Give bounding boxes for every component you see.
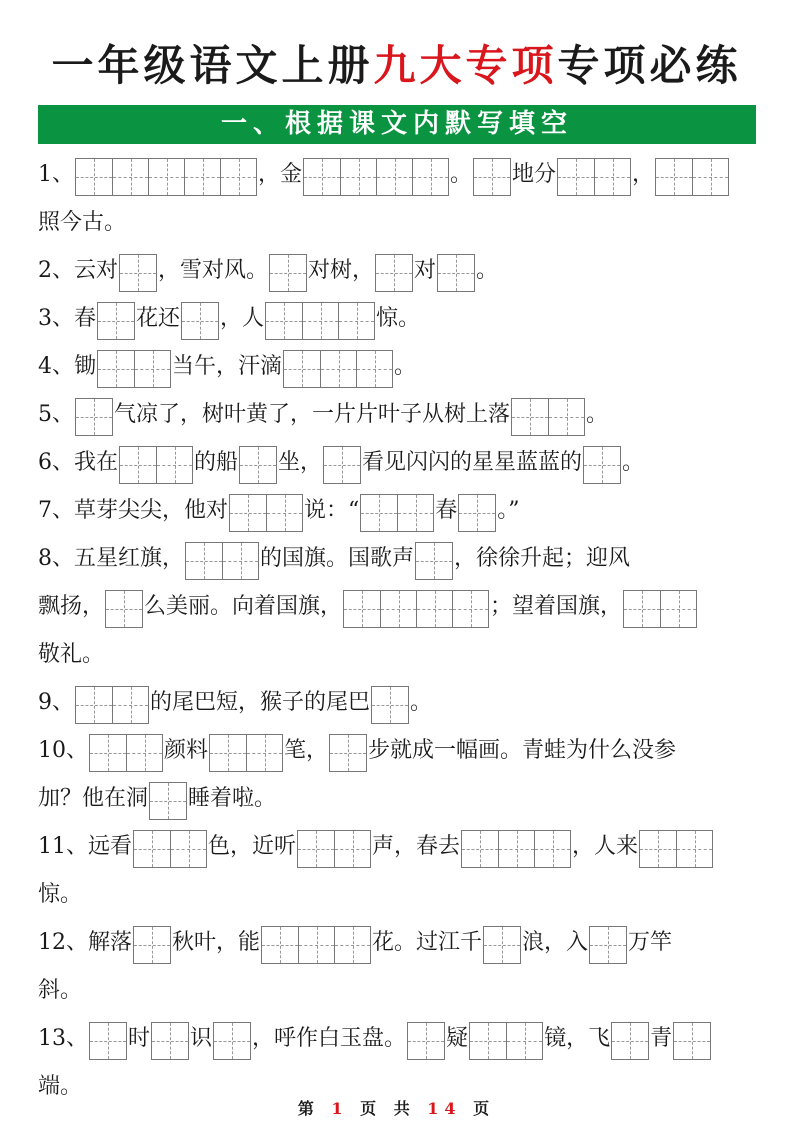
answer-grid[interactable] xyxy=(360,494,434,532)
exercise-text: 端。 xyxy=(38,1074,83,1099)
exercise-line xyxy=(38,724,758,772)
tianzige-cell[interactable] xyxy=(338,303,374,339)
exercise-text: 飘扬， xyxy=(38,594,105,619)
tianzige-cell[interactable] xyxy=(594,159,630,195)
exercise-line xyxy=(38,580,758,628)
answer-grid[interactable] xyxy=(181,302,219,340)
tianzige-cell[interactable] xyxy=(470,1023,506,1059)
tianzige-cell[interactable] xyxy=(397,495,433,531)
answer-grid[interactable] xyxy=(623,590,697,628)
tianzige-cell[interactable] xyxy=(98,351,134,387)
tianzige-cell[interactable] xyxy=(590,927,626,963)
tianzige-cell[interactable] xyxy=(270,255,306,291)
exercise-text: 秋叶，能 xyxy=(172,930,261,955)
answer-grid[interactable] xyxy=(97,302,135,340)
exercise-item xyxy=(38,916,758,1012)
exercise-text: 青 xyxy=(650,1026,673,1051)
answer-grid[interactable] xyxy=(213,1022,251,1060)
current-page-number: 1 xyxy=(331,1099,349,1118)
exercise-text: 。 xyxy=(410,690,433,715)
exercise-text: 坐， xyxy=(278,450,323,475)
tianzige-cell[interactable] xyxy=(284,351,320,387)
exercise-item xyxy=(38,1012,758,1108)
tianzige-cell[interactable] xyxy=(126,735,162,771)
exercise-text: 。 xyxy=(586,402,609,427)
tianzige-cell[interactable] xyxy=(506,1023,542,1059)
tianzige-cell[interactable] xyxy=(408,1023,444,1059)
answer-grid[interactable] xyxy=(511,398,585,436)
tianzige-cell[interactable] xyxy=(150,783,186,819)
exercise-text: 。” xyxy=(497,498,520,523)
exercise-text: 浪，入 xyxy=(522,930,589,955)
exercise-line xyxy=(38,964,758,1012)
tianzige-cell[interactable] xyxy=(90,1023,126,1059)
exercise-text: 声，春去 xyxy=(372,834,461,859)
tianzige-cell[interactable] xyxy=(416,591,452,627)
answer-grid[interactable] xyxy=(151,1022,189,1060)
footer-prefix: 第 xyxy=(297,1099,320,1118)
exercise-item xyxy=(38,292,758,340)
exercise-text: 照今古。 xyxy=(38,210,127,235)
tianzige-cell[interactable] xyxy=(76,687,112,723)
exercise-line xyxy=(38,1012,758,1060)
tianzige-cell[interactable] xyxy=(298,927,334,963)
exercise-text: 镜，飞 xyxy=(544,1026,611,1051)
tianzige-cell[interactable] xyxy=(134,831,170,867)
exercise-text: ，呼作白玉盘。 xyxy=(252,1026,407,1051)
tianzige-cell[interactable] xyxy=(438,255,474,291)
exercise-text: 7、草芽尖尖，他对 xyxy=(38,498,228,523)
tianzige-cell[interactable] xyxy=(214,1023,250,1059)
exercise-line xyxy=(38,436,758,484)
answer-grid[interactable] xyxy=(239,446,277,484)
tianzige-cell[interactable] xyxy=(548,399,584,435)
exercise-text: ，徐徐升起；迎风 xyxy=(454,546,631,571)
title-highlight: 九大专项 xyxy=(373,41,558,90)
exercise-text: 6、我在 xyxy=(38,450,118,475)
tianzige-cell[interactable] xyxy=(266,495,302,531)
tianzige-cell[interactable] xyxy=(459,495,495,531)
exercise-item xyxy=(38,340,758,388)
tianzige-cell[interactable] xyxy=(498,831,534,867)
exercise-text: 1、 xyxy=(38,162,74,187)
answer-grid[interactable] xyxy=(75,686,149,724)
answer-grid[interactable] xyxy=(458,494,496,532)
exercise-text: 么美丽。向着国旗， xyxy=(144,594,343,619)
tianzige-cell[interactable] xyxy=(324,447,360,483)
answer-grid[interactable] xyxy=(261,926,371,964)
exercise-text: 惊。 xyxy=(38,882,83,907)
exercise-text: 花。过江千 xyxy=(372,930,483,955)
exercise-text: 颜料 xyxy=(164,738,209,763)
answer-grid[interactable] xyxy=(473,158,511,196)
answer-grid[interactable] xyxy=(583,446,621,484)
tianzige-cell[interactable] xyxy=(656,159,692,195)
tianzige-cell[interactable] xyxy=(152,1023,188,1059)
tianzige-cell[interactable] xyxy=(302,303,338,339)
tianzige-cell[interactable] xyxy=(170,831,206,867)
answer-grid[interactable] xyxy=(89,1022,127,1060)
footer-suffix: 页 xyxy=(473,1099,496,1118)
answer-grid[interactable] xyxy=(343,590,489,628)
answer-grid[interactable] xyxy=(437,254,475,292)
exercise-line xyxy=(38,772,758,820)
exercise-text: 春 xyxy=(435,498,458,523)
exercise-line xyxy=(38,532,758,580)
tianzige-cell[interactable] xyxy=(230,495,266,531)
tianzige-cell[interactable] xyxy=(452,591,488,627)
tianzige-cell[interactable] xyxy=(412,159,448,195)
exercise-text: ，雪对风。 xyxy=(158,258,269,283)
exercise-item xyxy=(38,532,758,676)
answer-grid[interactable] xyxy=(229,494,303,532)
page-footer xyxy=(0,1096,793,1119)
tianzige-cell[interactable] xyxy=(90,735,126,771)
exercise-text: 3、春 xyxy=(38,306,96,331)
exercise-text: 斜。 xyxy=(38,978,83,1003)
title-part-1: 一年级语文上册 xyxy=(51,41,374,90)
exercise-line xyxy=(38,148,758,196)
tianzige-cell[interactable] xyxy=(240,447,276,483)
tianzige-cell[interactable] xyxy=(462,831,498,867)
exercise-text: 说：“ xyxy=(304,498,360,523)
total-pages-number: 14 xyxy=(427,1099,462,1118)
tianzige-cell[interactable] xyxy=(134,351,170,387)
tianzige-cell[interactable] xyxy=(512,399,548,435)
title-part-2: 专项必练 xyxy=(557,41,742,90)
exercise-text: 。 xyxy=(394,354,417,379)
exercise-text: 的国旗。国歌声 xyxy=(260,546,415,571)
answer-grid[interactable] xyxy=(461,830,571,868)
answer-grid[interactable] xyxy=(269,254,307,292)
tianzige-cell[interactable] xyxy=(692,159,728,195)
tianzige-cell[interactable] xyxy=(660,591,696,627)
tianzige-cell[interactable] xyxy=(98,303,134,339)
tianzige-cell[interactable] xyxy=(320,351,356,387)
exercise-text: 步就成一幅画。青蛙为什么没参 xyxy=(368,738,677,763)
answer-grid[interactable] xyxy=(119,254,157,292)
exercise-item xyxy=(38,388,758,436)
answer-grid[interactable] xyxy=(89,734,163,772)
tianzige-cell[interactable] xyxy=(340,159,376,195)
answer-grid[interactable] xyxy=(133,926,171,964)
tianzige-cell[interactable] xyxy=(182,303,218,339)
tianzige-cell[interactable] xyxy=(246,735,282,771)
answer-grid[interactable] xyxy=(119,446,193,484)
answer-grid[interactable] xyxy=(323,446,361,484)
tianzige-cell[interactable] xyxy=(361,495,397,531)
tianzige-cell[interactable] xyxy=(624,591,660,627)
exercise-text: 对 xyxy=(414,258,437,283)
exercise-item xyxy=(38,484,758,532)
exercise-text: 气凉了，树叶黄了，一片片叶子从树上落 xyxy=(114,402,511,427)
tianzige-cell[interactable] xyxy=(112,687,148,723)
tianzige-cell[interactable] xyxy=(120,447,156,483)
tianzige-cell[interactable] xyxy=(106,591,142,627)
tianzige-cell[interactable] xyxy=(186,543,222,579)
exercise-text: ， xyxy=(632,162,655,187)
tianzige-cell[interactable] xyxy=(584,447,620,483)
answer-grid[interactable] xyxy=(265,302,375,340)
tianzige-cell[interactable] xyxy=(534,831,570,867)
tianzige-cell[interactable] xyxy=(184,159,220,195)
answer-grid[interactable] xyxy=(589,926,627,964)
answer-grid[interactable] xyxy=(283,350,393,388)
exercise-item xyxy=(38,148,758,244)
exercise-text: 万竿 xyxy=(628,930,673,955)
answer-grid[interactable] xyxy=(297,830,371,868)
tianzige-cell[interactable] xyxy=(112,159,148,195)
exercise-item xyxy=(38,244,758,292)
tianzige-cell[interactable] xyxy=(134,927,170,963)
tianzige-cell[interactable] xyxy=(376,255,412,291)
exercise-text: 笔， xyxy=(284,738,329,763)
page-title xyxy=(0,36,793,96)
exercise-text: 时 xyxy=(128,1026,151,1051)
exercise-text: ，人来 xyxy=(572,834,639,859)
exercise-text: 10、 xyxy=(38,738,88,763)
answer-grid[interactable] xyxy=(557,158,631,196)
exercise-line xyxy=(38,628,758,676)
tianzige-cell[interactable] xyxy=(262,927,298,963)
tianzige-cell[interactable] xyxy=(344,591,380,627)
tianzige-cell[interactable] xyxy=(148,159,184,195)
exercise-text: 对树， xyxy=(308,258,375,283)
exercise-text: 。 xyxy=(622,450,645,475)
answer-grid[interactable] xyxy=(105,590,143,628)
tianzige-cell[interactable] xyxy=(674,1023,710,1059)
tianzige-cell[interactable] xyxy=(334,927,370,963)
tianzige-cell[interactable] xyxy=(330,735,366,771)
exercise-line xyxy=(38,388,758,436)
answer-grid[interactable] xyxy=(673,1022,711,1060)
answer-grid[interactable] xyxy=(375,254,413,292)
answer-grid[interactable] xyxy=(303,158,449,196)
exercise-text: 的船 xyxy=(194,450,239,475)
exercise-line xyxy=(38,676,758,724)
exercise-line xyxy=(38,868,758,916)
tianzige-cell[interactable] xyxy=(380,591,416,627)
answer-grid[interactable] xyxy=(415,542,453,580)
exercise-text: 的尾巴短，猴子的尾巴 xyxy=(150,690,371,715)
exercise-line xyxy=(38,292,758,340)
exercise-text: 看见闪闪的星星蓝蓝的 xyxy=(362,450,583,475)
tianzige-cell[interactable] xyxy=(640,831,676,867)
exercise-line xyxy=(38,340,758,388)
exercise-text: 敬礼。 xyxy=(38,642,105,667)
tianzige-cell[interactable] xyxy=(676,831,712,867)
tianzige-cell[interactable] xyxy=(484,927,520,963)
tianzige-cell[interactable] xyxy=(474,159,510,195)
tianzige-cell[interactable] xyxy=(612,1023,648,1059)
tianzige-cell[interactable] xyxy=(220,159,256,195)
exercise-text: 9、 xyxy=(38,690,74,715)
exercise-text: 疑 xyxy=(446,1026,469,1051)
exercise-text: 。 xyxy=(450,162,473,187)
tianzige-cell[interactable] xyxy=(416,543,452,579)
tianzige-cell[interactable] xyxy=(120,255,156,291)
answer-grid[interactable] xyxy=(639,830,713,868)
answer-grid[interactable] xyxy=(133,830,207,868)
exercise-text: 13、 xyxy=(38,1026,88,1051)
answer-grid[interactable] xyxy=(611,1022,649,1060)
exercise-line xyxy=(38,916,758,964)
exercise-line xyxy=(38,244,758,292)
exercise-item xyxy=(38,724,758,820)
tianzige-cell[interactable] xyxy=(304,159,340,195)
exercise-text: 花还 xyxy=(136,306,181,331)
exercise-line xyxy=(38,196,758,244)
tianzige-cell[interactable] xyxy=(558,159,594,195)
tianzige-cell[interactable] xyxy=(266,303,302,339)
answer-grid[interactable] xyxy=(371,686,409,724)
tianzige-cell[interactable] xyxy=(372,687,408,723)
exercise-text: 11、远看 xyxy=(38,834,132,859)
answer-grid[interactable] xyxy=(97,350,171,388)
exercise-text: ，金 xyxy=(258,162,303,187)
exercise-text: 惊。 xyxy=(376,306,421,331)
answer-grid[interactable] xyxy=(209,734,283,772)
exercise-line xyxy=(38,484,758,532)
tianzige-cell[interactable] xyxy=(76,159,112,195)
exercise-text: 12、解落 xyxy=(38,930,132,955)
tianzige-cell[interactable] xyxy=(76,399,112,435)
answer-grid[interactable] xyxy=(185,542,259,580)
section-title: 一、根据课文内默写填空 xyxy=(220,109,573,139)
exercise-text: 地分 xyxy=(512,162,557,187)
exercise-text: 8、五星红旗， xyxy=(38,546,184,571)
answer-grid[interactable] xyxy=(483,926,521,964)
exercise-item xyxy=(38,436,758,484)
exercise-item xyxy=(38,676,758,724)
tianzige-cell[interactable] xyxy=(334,831,370,867)
footer-middle: 页 共 xyxy=(360,1099,416,1118)
exercise-text: 4、锄 xyxy=(38,354,96,379)
answer-grid[interactable] xyxy=(655,158,729,196)
exercise-text: 当午，汗滴 xyxy=(172,354,283,379)
exercise-text: 睡着啦。 xyxy=(188,786,277,811)
exercise-text: 识 xyxy=(190,1026,213,1051)
exercise-text: 。 xyxy=(476,258,499,283)
tianzige-cell[interactable] xyxy=(298,831,334,867)
answer-grid[interactable] xyxy=(469,1022,543,1060)
answer-grid[interactable] xyxy=(75,158,257,196)
exercise-line xyxy=(38,820,758,868)
exercise-text: 加？他在洞 xyxy=(38,786,149,811)
tianzige-cell[interactable] xyxy=(210,735,246,771)
answer-grid[interactable] xyxy=(407,1022,445,1060)
tianzige-cell[interactable] xyxy=(222,543,258,579)
exercise-text: ，人 xyxy=(220,306,265,331)
exercise-item xyxy=(38,820,758,916)
answer-grid[interactable] xyxy=(329,734,367,772)
exercise-list xyxy=(38,148,758,1108)
answer-grid[interactable] xyxy=(149,782,187,820)
exercise-text: ；望着国旗， xyxy=(490,594,623,619)
answer-grid[interactable] xyxy=(75,398,113,436)
tianzige-cell[interactable] xyxy=(376,159,412,195)
exercise-text: 2、云对 xyxy=(38,258,118,283)
exercise-text: 5、 xyxy=(38,402,74,427)
exercise-text: 色，近听 xyxy=(208,834,297,859)
section-banner xyxy=(38,105,756,144)
tianzige-cell[interactable] xyxy=(156,447,192,483)
tianzige-cell[interactable] xyxy=(356,351,392,387)
